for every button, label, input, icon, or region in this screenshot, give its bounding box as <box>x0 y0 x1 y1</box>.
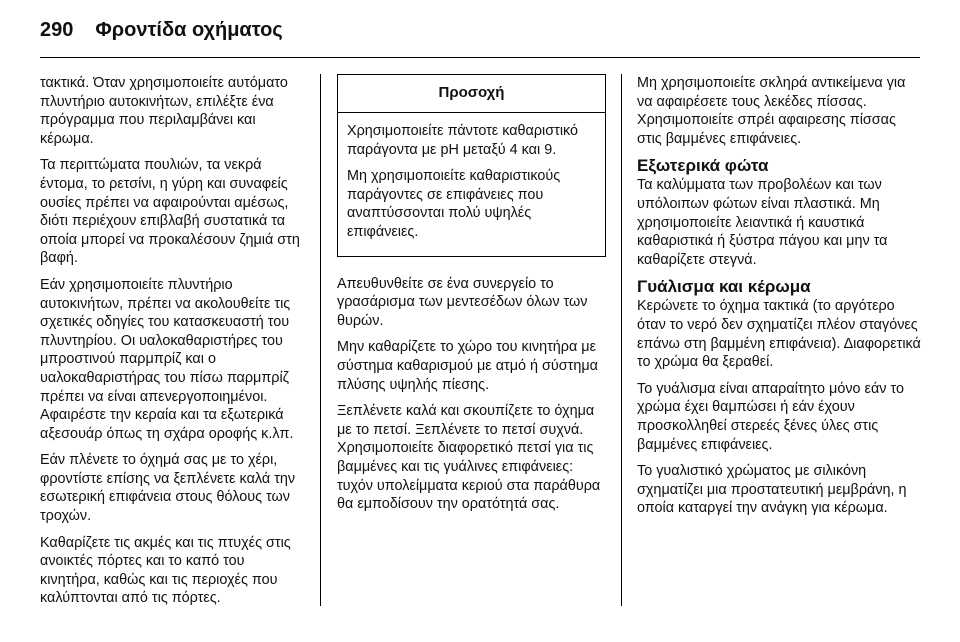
caution-body <box>338 113 605 256</box>
column-2 <box>337 74 606 522</box>
paragraph: Εάν χρησιμοποιείτε πλυντήριο αυτοκινήτων, πρέπει να ακολουθείτε τις σχετικές οδηγίες του κατασκευαστή του πλυντηρίου. Οι υαλοκαθαριστήρες του μπροστινού παρμπρίζ και ο υαλοκαθαριστήρας του πίσω παρμπρίζ πρέπει να είναι απενεργοποιημένοι. Αφαιρέστε την κεραία και τα εξωτερικά αξεσουάρ όπως τη σχάρα οροφής κ.λπ. <box>40 276 294 442</box>
header-rule <box>40 57 920 58</box>
page-title: Φροντίδα οχήματος <box>95 18 283 41</box>
paragraph: Μην καθαρίζετε το χώρο του κινητήρα με σύστημα καθαρισμού με ατμό ή σύστημα πλύσης υψηλής πίεσης. <box>337 339 598 393</box>
section-heading-polishing-waxing: Γυάλισμα και κέρωμα <box>637 277 811 297</box>
caution-box <box>337 74 606 257</box>
column-divider <box>320 74 321 606</box>
column-3 <box>637 74 922 526</box>
column-divider <box>621 74 622 606</box>
caution-title: Προσοχή <box>338 75 605 113</box>
paragraph: Τα καλύμματα των προβολέων και των υπόλοιπων φώτων είναι πλαστικά. Μη χρησιμοποιείτε λειαντικά ή καυστικά καθαριστικά ή ξύστρα πάγου και μην τα καθαρίζετε στεγνά. <box>637 177 888 268</box>
paragraph: Μη χρησιμοποιείτε σκληρά αντικείμενα για να αφαιρέσετε τους λεκέδες πίσσας. Χρησιμοποιείτε σπρέι αφαιρεσης πίσσας στις βαμμένες επιφάνειες. <box>637 75 906 147</box>
paragraph: Απευθυνθείτε σε ένα συνεργείο το γρασάρισμα των μεντεσέδων όλων των θυρών. <box>337 275 588 329</box>
caution-text: Μη χρησιμοποιείτε καθαριστικούς παράγοντες σε επιφάνειες που αναπτύσσονται πολύ υψηλές επιφάνειες. <box>347 168 561 240</box>
paragraph: Κερώνετε το όχημα τακτικά (το αργότερο όταν το νερό δεν σχηματίζει πλέον σταγόνες επάνω στη βαμμένη επιφάνεια). Διαφορετικά το χρώμα θα ξεραθεί. <box>637 298 921 371</box>
paragraph: Τα περιττώματα πουλιών, τα νεκρά έντομα, το ρετσίνι, η γύρη και συναφείς ουσίες πρέπει να αφαιρούνται αμέσως, διότι περιέχουν επιβλαβή συστατικά τα οποία μπορεί να προκαλέσουν ζημιά στη βαφή. <box>40 157 300 267</box>
paragraph: Ξεπλένετε καλά και σκουπίζετε το όχημα με το πετσί. Ξεπλένετε το πετσί συχνά. Χρησιμοποιείτε διαφορετικό πετσί για τις βαμμένες και τις γυάλινες επιφάνειες: τυχόν υπολείμματα κεριού στα παράθυρα θα εμποδίσουν την ορατότητά σας. <box>337 403 601 513</box>
page-header <box>40 14 283 46</box>
caution-text: Χρησιμοποιείτε πάντοτε καθαριστικό παράγοντα με pH μεταξύ 4 και 9. <box>347 123 579 158</box>
paragraph: Το γυάλισμα είναι απαραίτητο μόνο εάν το χρώμα έχει θαμπώσει ή εάν έχουν προσκολληθεί στερεές ξένες ύλες στις βαμμένες επιφάνειες. <box>637 380 904 453</box>
column-1 <box>40 74 305 616</box>
section-heading-exterior-lights: Εξωτερικά φώτα <box>637 156 769 176</box>
paragraph: τακτικά. Όταν χρησιμοποιείτε αυτόματο πλυντήριο αυτοκινήτων, επιλέξτε ένα πρόγραμμα που περιλαμβάνει και κέρωμα. <box>40 75 288 147</box>
paragraph: Εάν πλένετε το όχημά σας με το χέρι, φροντίστε επίσης να ξεπλένετε καλά την εσωτερική επιφάνεια στους θόλους των τροχών. <box>40 452 296 525</box>
page-number: 290 <box>40 18 74 41</box>
paragraph: Καθαρίζετε τις ακμές και τις πτυχές στις ανοικτές πόρτες και το καπό του κινητήρα, καθώς και τις περιοχές που καλύπτονται από τις πόρτες. <box>40 534 291 607</box>
paragraph: Το γυαλιστικό χρώματος με σιλικόνη σχηματίζει μια προστατευτική μεμβράνη, η οποία καταργεί την ανάγκη για κέρωμα. <box>637 463 907 517</box>
